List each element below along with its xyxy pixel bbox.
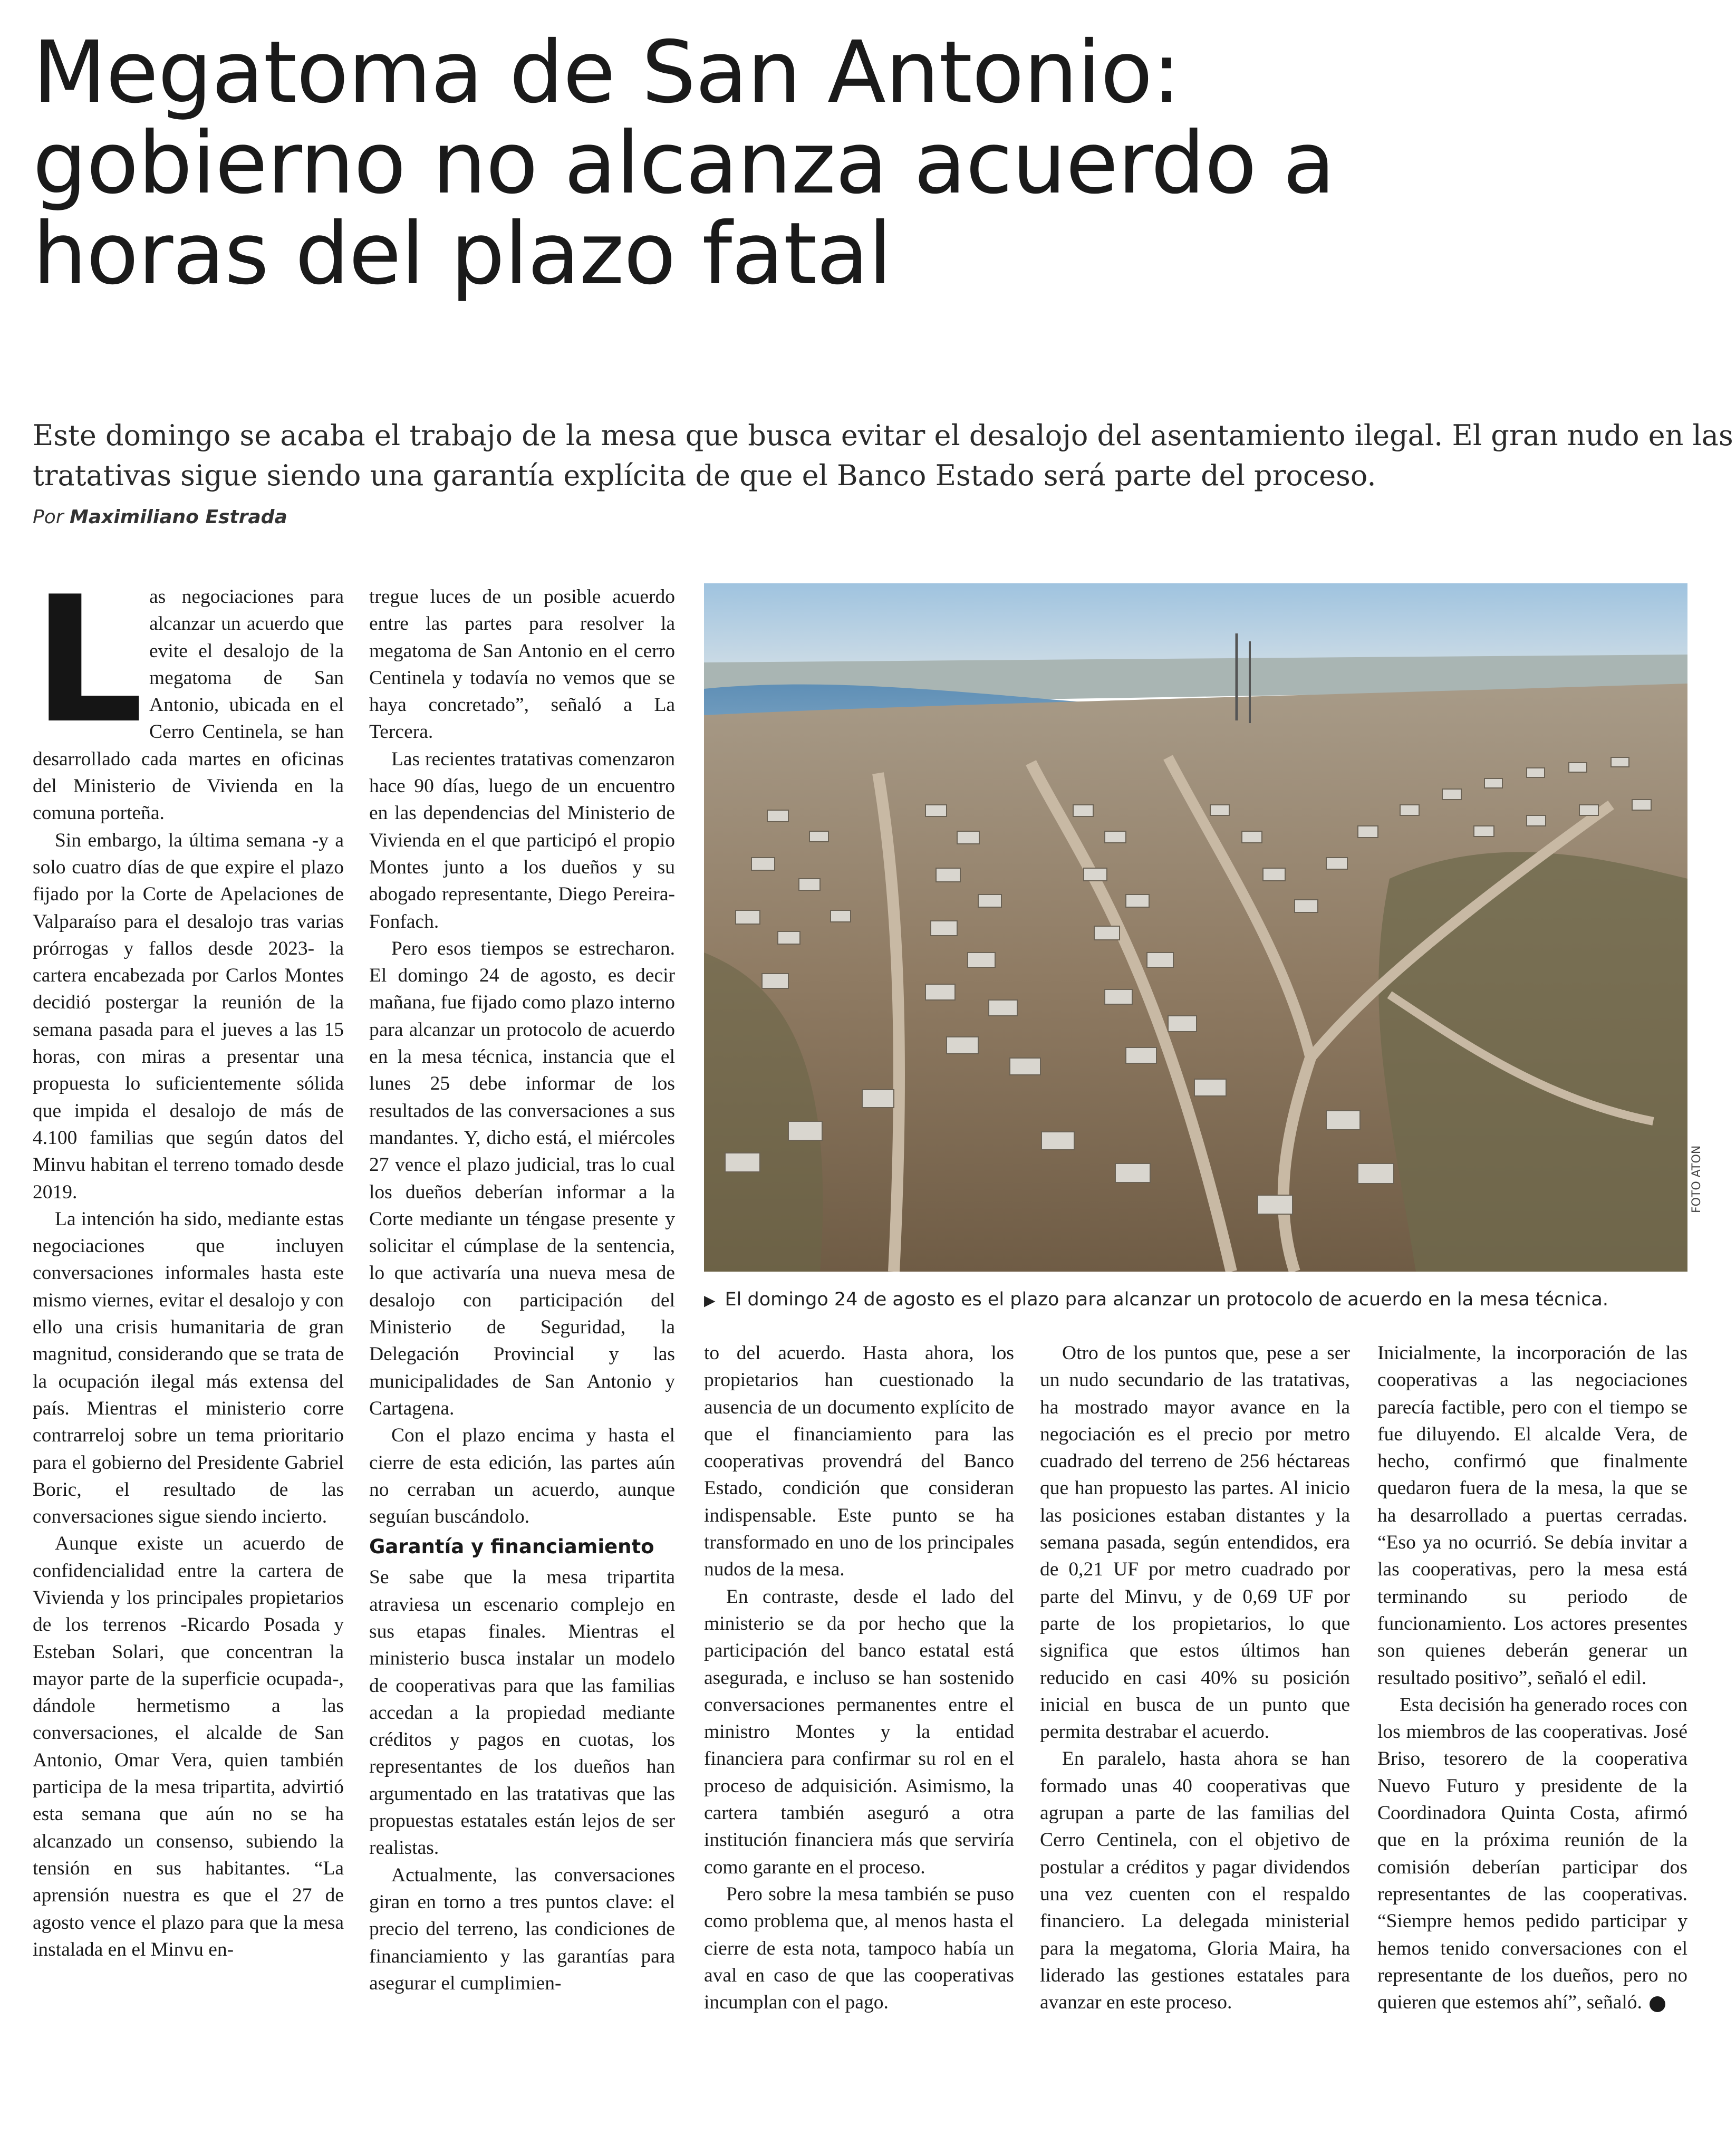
- body-paragraph: En paralelo, hasta ahora se han formado unas 40 cooperativas que agrupan a parte de las familias del Cerro Centinela, con el objetivo de postular a créditos y pagar dividendos una vez cuenten con el respaldo financiero. La delegada ministerial para la megatoma, Gloria Maira, ha liderado las gestiones estatales para avanzar en este proceso.: [1040, 1748, 1350, 2014]
- body-paragraph: Actualmente, las conversaciones giran en torno a tres puntos clave: el precio del terreno, las condiciones de financiamiento y las garantías para asegurar el cumplimien-: [369, 1864, 675, 1994]
- headline: [33, 23, 1704, 304]
- aerial-photo: [704, 583, 1687, 1272]
- body-paragraph: Pero esos tiempos se estrecharon. El domingo 24 de agosto, es decir mañana, fue fijado como plazo interno para alcanzar un protocolo de acuerdo en la mesa técnica, instancia que el lunes 25 debe informar de los resultados de las conversaciones a sus mandantes. Y, dicho está, el miércoles 27 vence el plazo judicial, tras lo cual los dueños deberían informar a la Corte mediante un téngase presente y solicitar el cúmplase de la sentencia, lo que activaría una nueva mesa de desalojo con participación del Ministerio de Seguridad, la Delegación Provincial y las municipalidades de San Antonio y Cartagena.: [369, 937, 675, 1419]
- caption-text: El domingo 24 de agosto es el plazo para alcanzar un protocolo de acuerdo en la mesa técnica.: [725, 1289, 1609, 1310]
- end-mark-icon: [1650, 1996, 1665, 2012]
- body-paragraph: Inicialmente, la incorporación de las cooperativas a las negociaciones parecía factible, pero con el tiempo se fue diluyendo. El alcalde Vera, de hecho, confirmó que finalmente quedaron fuera de la mesa, la que se ha desarrollado a puertas cerradas. “Eso ya no ocurrió. Se debía invitar a las cooperativas, pero la mesa está terminando su periodo de funcionamiento. Los actores presentes son quienes deberán generar un resultado positivo”, señaló el edil.: [1377, 1342, 1687, 1689]
- aerial-photo-illustration: [704, 583, 1687, 1272]
- body-paragraph: as negociaciones para alcanzar un acuerdo que evite el desalojo de la megatoma de San Antonio, ubicada en el Cerro Centinela, se han desarrollado cada martes en oficinas del Ministerio de Vivienda en la comuna porteña.: [33, 586, 344, 824]
- body-paragraph: Aunque existe un acuerdo de confidencialidad entre la cartera de Vivienda y los principales propietarios de los terrenos -Ricardo Posada y Esteban Solari, que concentran la mayor parte de la superficie ocupada-, dándole hermetismo a las conversaciones, el alcalde de San Antonio, Omar Vera, quien también participa de la mesa tripartita, advirtió esta semana que aún no se ha alcanzado un consenso, subiendo la tensión en sus habitantes. “La aprensión nuestra es que el 27 de agosto vence el plazo para que la mesa instalada en el Minvu en-: [33, 1533, 344, 1960]
- headline-line: gobierno no alcanza acuerdo a: [33, 114, 1335, 213]
- body-paragraph: Las recientes tratativas comenzaron hace 90 días, luego de un encuentro en las dependencias del Ministerio de Vivienda en el que participó el propio Montes junto a los dueños y su abogado representante, Diego Pereira-Fonfach.: [369, 748, 675, 932]
- article-column-1: [33, 559, 344, 1963]
- body-paragraph: Sin embargo, la última semana -y a solo cuatro días de que expire el plazo fijado por la Corte de Apelaciones de Valparaíso para el desalojo tras varias prórrogas y fallos desde 2023- la cartera encabezada por Carlos Montes decidió postergar la reunión de la semana pasada para el jueves a las 15 horas, con miras a presentar una propuesta lo suficientemente sólida que impida el desalojo de más de 4.100 familias que según datos del Minvu habitan el terreno tomado desde 2019.: [33, 829, 344, 1203]
- lead-paragraph: [33, 416, 1733, 496]
- body-paragraph: La intención ha sido, mediante estas negociaciones que incluyen conversaciones informales hasta este mismo viernes, evitar el desalojo y con ello una crisis humanitaria de gran magnitud, considerando que se trata de la ocupación ilegal más extensa del país. Mientras el ministerio corre contrarreloj sobre un tema prioritario para el gobierno del Presidente Gabriel Boric, el resultado de las conversaciones sigue siendo incierto.: [33, 1208, 344, 1528]
- lead-line: tratativas sigue siendo una garantía explícita de que el Banco Estado será parte del proceso.: [33, 459, 1376, 492]
- body-paragraph: tregue luces de un posible acuerdo entre las partes para resolver la megatoma de San Antonio en el cerro Centinela y todavía no vemos que se haya concretado”, señaló a La Tercera.: [369, 586, 675, 743]
- body-paragraph: En contraste, desde el lado del ministerio se da por hecho que la participación del banco estatal está asegurada, e incluso se han sostenido conversaciones permanentes entre el ministro Montes y la entidad financiera para confirmar su rol en el proceso de adquisición. Asimismo, la cartera también aseguró a otra institución financiera más que serviría como garante en el proceso.: [704, 1585, 1014, 1878]
- article-column-2: [369, 583, 675, 1997]
- article-column-3: [704, 1340, 1014, 2016]
- caption-arrow-icon: ▶: [704, 1292, 716, 1309]
- headline-line: horas del plazo fatal: [33, 205, 892, 304]
- photo-credit: FOTO ATON: [1690, 1145, 1703, 1213]
- lead-line: Este domingo se acaba el trabajo de la mesa que busca evitar el desalojo del asentamiento ilegal. El gran nudo en las: [33, 419, 1733, 452]
- subheading: Garantía y financiamiento: [369, 1535, 654, 1559]
- body-paragraph-text: Esta decisión ha generado roces con los miembros de las cooperativas. José Briso, tesorero de la cooperativa Nuevo Futuro y presidente de la Coordinadora Quinta Costa, afirmó que en la próxima reunión de la comisión deberían participar dos representantes de las cooperativas. “Siempre hemos pedido participar y hemos tenido conversaciones con el representante de los dueños, pero no quieren que estemos ahí”, señaló.: [1377, 1694, 1687, 2014]
- body-paragraph: Se sabe que la mesa tripartita atraviesa un escenario complejo en sus etapas finales. Mientras el ministerio busca instalar un modelo de cooperativas para que las familias accedan a la propiedad mediante créditos y pagos en cuotas, los representantes de los dueños han argumentado en las tratativas que las propuestas estatales están lejos de ser realistas.: [369, 1566, 675, 1859]
- drop-cap: L: [33, 559, 144, 762]
- byline-author: Maximiliano Estrada: [70, 506, 287, 528]
- body-paragraph: Con el plazo encima y hasta el cierre de esta edición, las partes aún no cerraban un acuerdo, aunque seguían buscándolo.: [369, 1425, 675, 1528]
- body-paragraph: Pero sobre la mesa también se puso como problema que, al menos hasta el cierre de esta nota, tampoco había un aval en caso de que las cooperativas incumplan con el pago.: [704, 1883, 1014, 2014]
- article-column-4: [1040, 1340, 1350, 2016]
- body-paragraph: [1377, 1691, 1687, 2016]
- headline-line: Megatoma de San Antonio:: [33, 23, 1181, 122]
- article-column-5: [1377, 1340, 1687, 2016]
- photo-caption: [704, 1288, 1695, 1312]
- byline: [33, 506, 287, 528]
- body-paragraph: to del acuerdo. Hasta ahora, los propietarios han cuestionado la ausencia de un documento explícito de que el financiamiento para las cooperativas provendrá del Banco Estado, condición que consideran indispensable. Este punto se ha transformado en uno de los principales nudos de la mesa.: [704, 1342, 1014, 1581]
- body-paragraph: Otro de los puntos que, pese a ser un nudo secundario de las tratativas, ha mostrado mayor avance en la negociación es el precio por metro cuadrado del terreno de 256 héctareas que han propuesto las partes. Al inicio las posiciones estaban distantes y la semana pasada, según entendidos, era de 0,21 UF por metro cuadrado por parte del Minvu, y de 0,69 UF por parte de los propietarios, lo que significa que estos últimos han reducido en casi 40% su posición inicial en busca de un punto que permita destrabar el acuerdo.: [1040, 1342, 1350, 1743]
- byline-prefix: Por: [33, 506, 64, 528]
